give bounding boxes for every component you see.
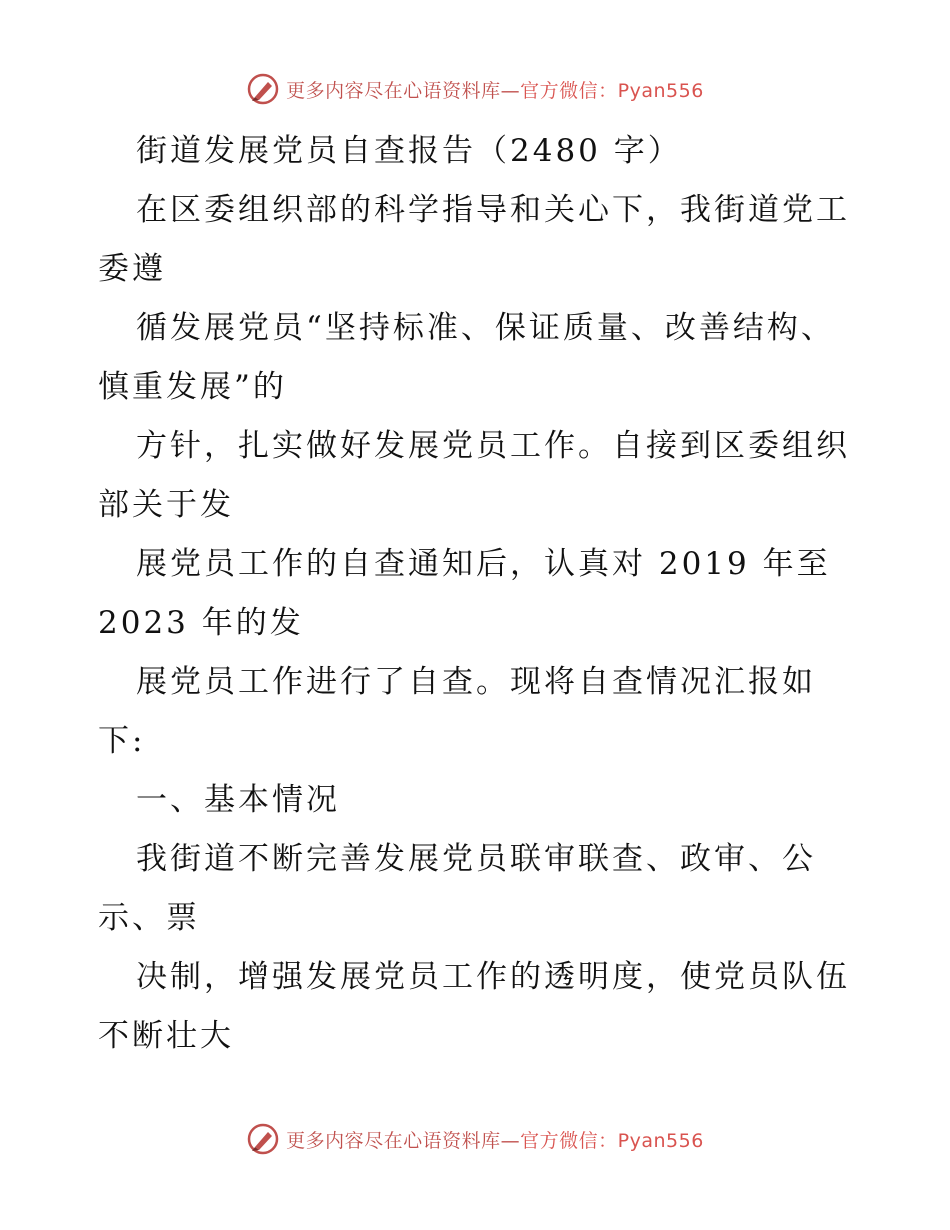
- pen-logo-icon: [246, 1122, 280, 1156]
- text-line: 展党员工作的自查通知后，认真对 2019 年至: [136, 546, 831, 582]
- text-line: 方针，扎实做好发展党员工作。自接到区委组织: [136, 428, 850, 464]
- watermark-header: [0, 72, 950, 106]
- text-line: 下:: [98, 723, 146, 759]
- text-line: 展党员工作进行了自查。现将自查情况汇报如: [136, 664, 816, 700]
- text-line: 慎重发展”的: [98, 369, 287, 405]
- watermark-text: 更多内容尽在心语资料库—官方微信：Pyan556: [286, 79, 704, 102]
- text-line: 2023 年的发: [98, 605, 304, 641]
- document-body: [98, 122, 858, 1066]
- watermark-footer: [0, 1122, 950, 1156]
- text-line: 决制，增强发展党员工作的透明度，使党员队伍: [136, 959, 850, 995]
- text-line: 委遵: [98, 251, 166, 287]
- text-line: 不断壮大: [98, 1018, 234, 1054]
- text-line: 在区委组织部的科学指导和关心下，我街道党工: [136, 192, 850, 228]
- pen-logo-icon: [246, 72, 280, 106]
- document-title: 街道发展党员自查报告（2480 字）: [136, 133, 682, 169]
- text-line: 示、票: [98, 900, 200, 936]
- text-line: 我街道不断完善发展党员联审联查、政审、公: [136, 841, 816, 877]
- text-line: 部关于发: [98, 487, 234, 523]
- watermark-text: 更多内容尽在心语资料库—官方微信：Pyan556: [286, 1129, 704, 1152]
- text-line: 循发展党员“坚持标准、保证质量、改善结构、: [136, 310, 835, 346]
- text-line: 一、基本情况: [136, 782, 340, 818]
